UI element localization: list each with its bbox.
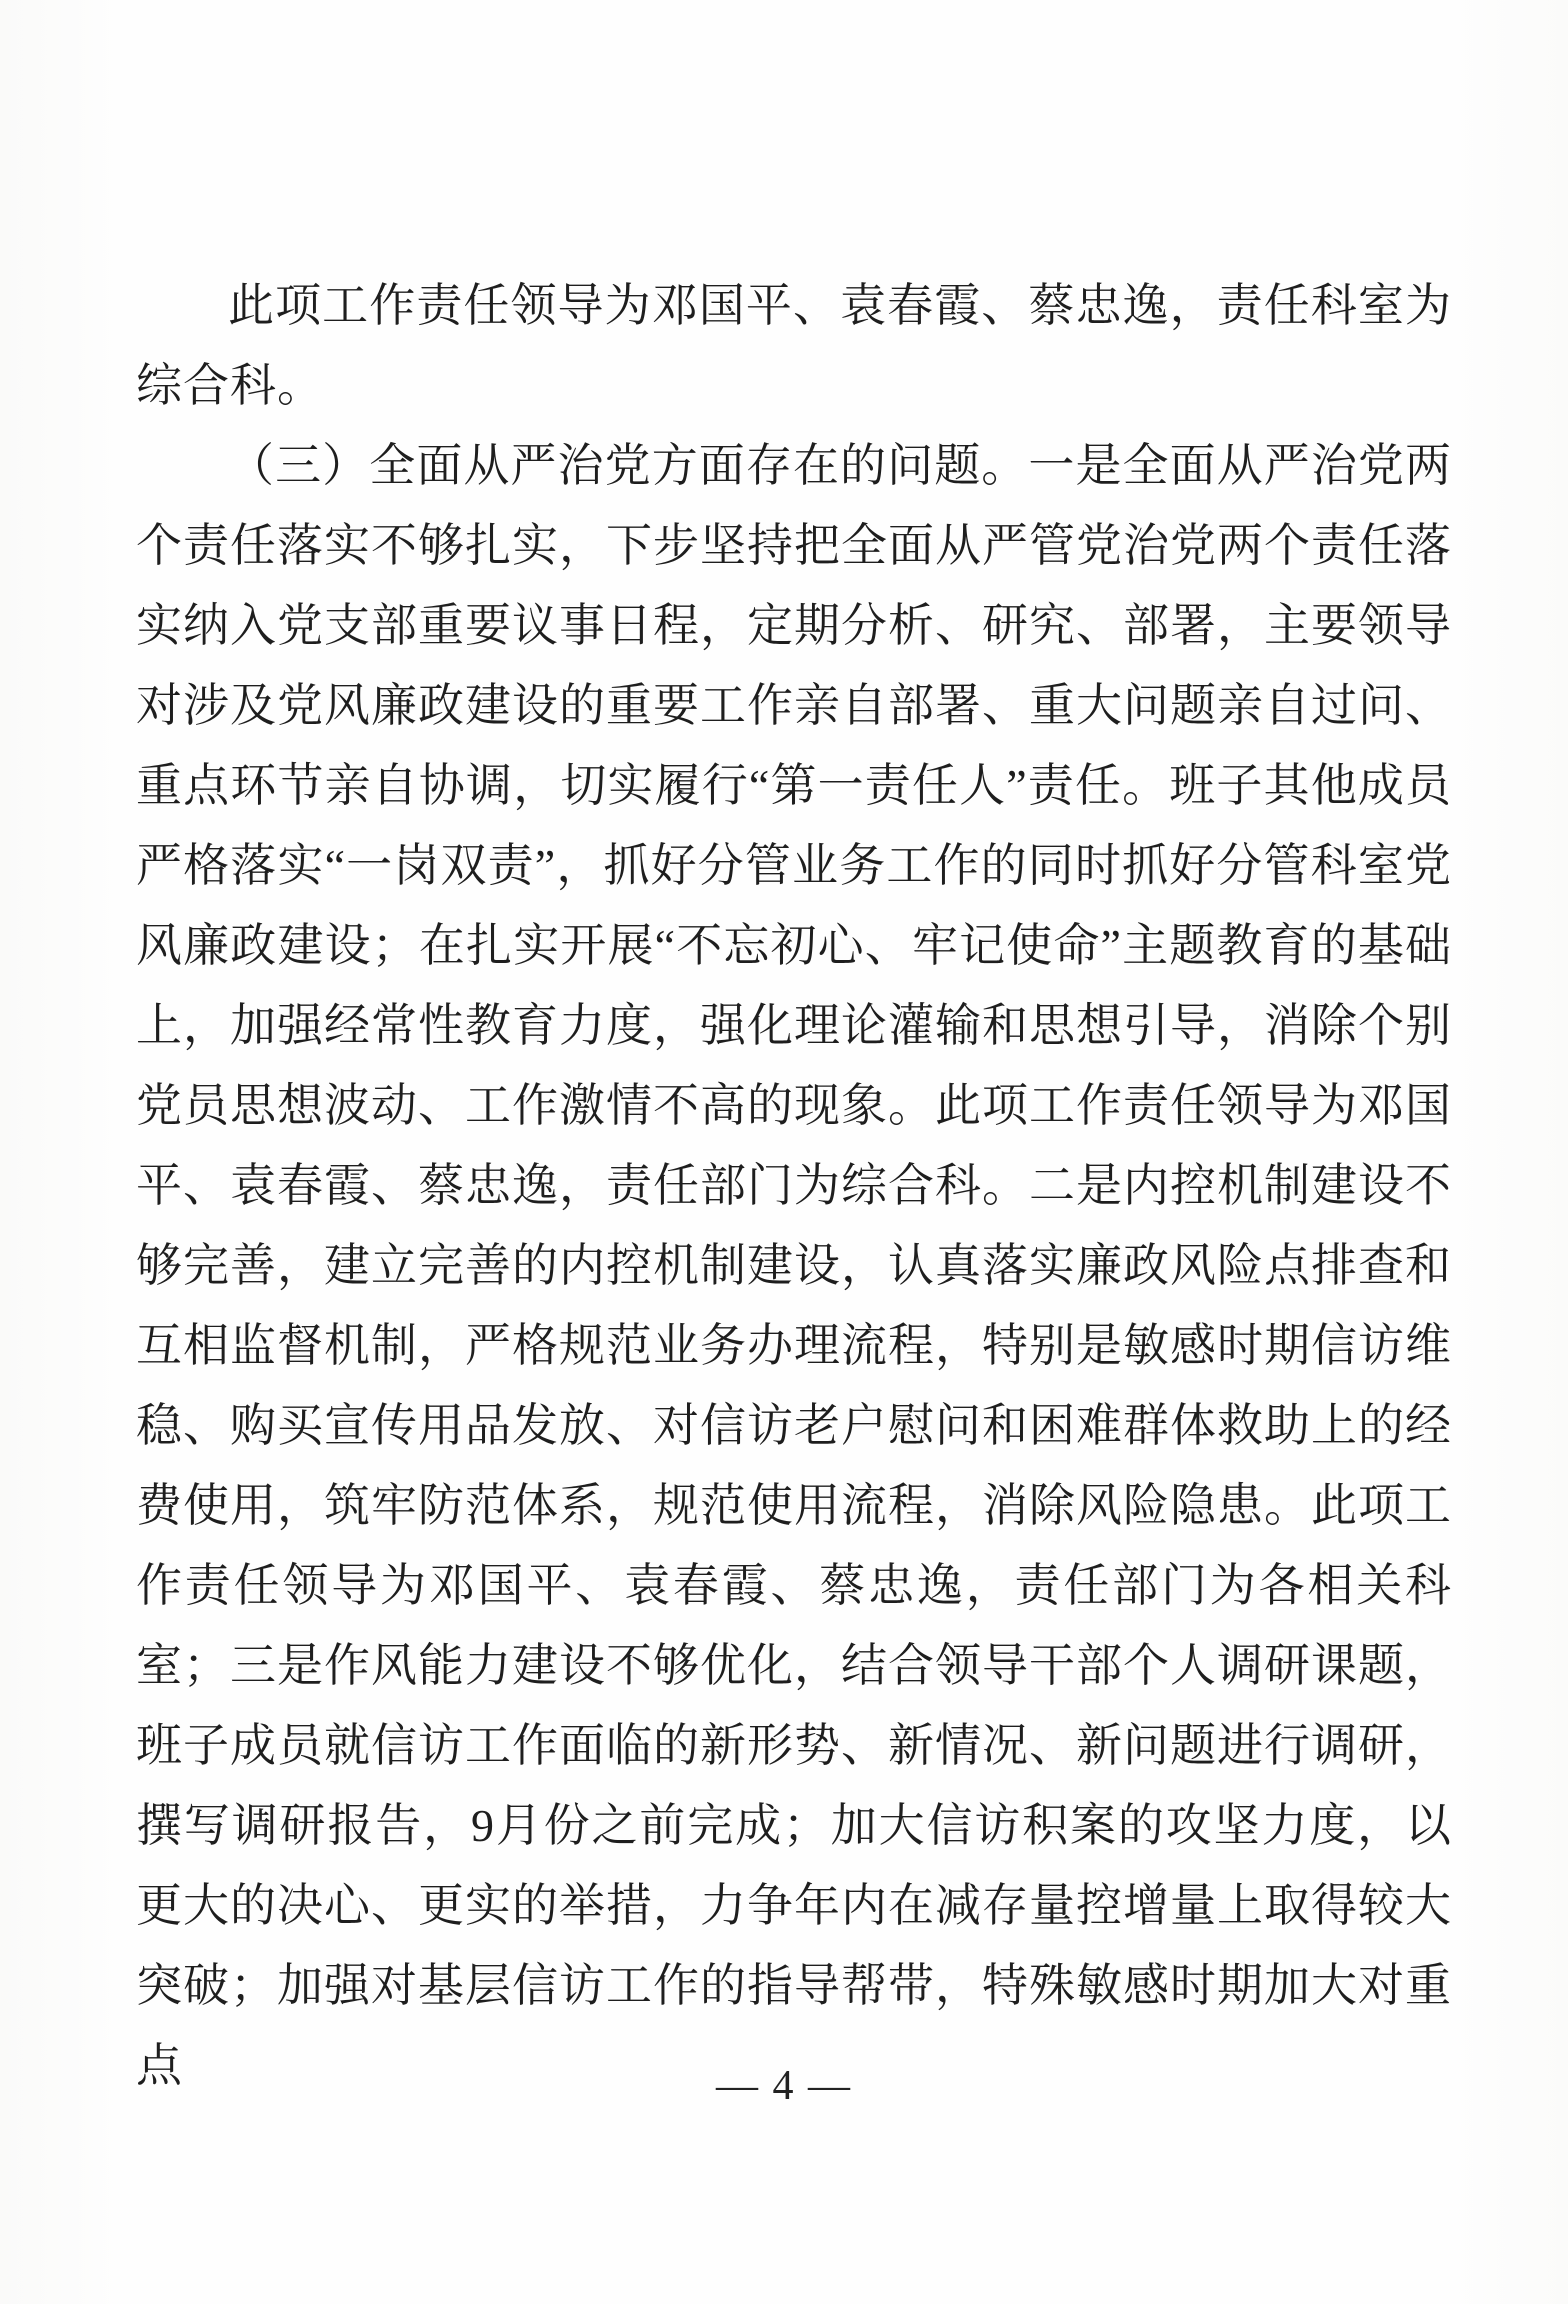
page-number: — 4 — xyxy=(716,2063,852,2109)
document-body-text xyxy=(136,266,1452,2106)
paragraph: 此项工作责任领导为邓国平、袁春霞、蔡忠逸，责任科室为综合科。 xyxy=(136,280,1452,411)
paragraph: （三）全面从严治党方面存在的问题。一是全面从严治党两个责任落实不够扎实，下步坚持把全面从严管党治党两个责任落实纳入党支部重要议事日程，定期分析、研究、部署，主要领导对涉及党风廉政建设的重要工作亲自部署、重大问题亲自过问、重点环节亲自协调，切实履行“第一责任人”责任。班子其他成员严格落实“一岗双责”，抓好分管业务工作的同时抓好分管科室党风廉政建设；在扎实开展“不忘初心、牢记使命”主题教育的基础上，加强经常性教育力度，强化理论灌输和思想引导，消除个别党员思想波动、工作激情不高的现象。此项工作责任领导为邓国平、袁春霞、蔡忠逸，责任部门为综合科。二是内控机制建设不够完善，建立完善的内控机制建设，认真落实廉政风险点排查和互相监督机制，严格规范业务办理流程，特别是敏感时期信访维稳、购买宣传用品发放、对信访老户慰问和困难群体救助上的经费使用，筑牢防范体系，规范使用流程，消除风险隐患。此项工作责任领导为邓国平、袁春霞、蔡忠逸，责任部门为各相关科室；三是作风能力建设不够优化，结合领导干部个人调研课题，班子成员就信访工作面临的新形势、新情况、新问题进行调研，撰写调研报告，9月份之前完成；加大信访积案的攻坚力度，以更大的决心、更实的举措，力争年内在减存量控增量上取得较大突破；加强对基层信访工作的指导帮带，特殊敏感时期加大对重点 xyxy=(136,440,1452,2091)
